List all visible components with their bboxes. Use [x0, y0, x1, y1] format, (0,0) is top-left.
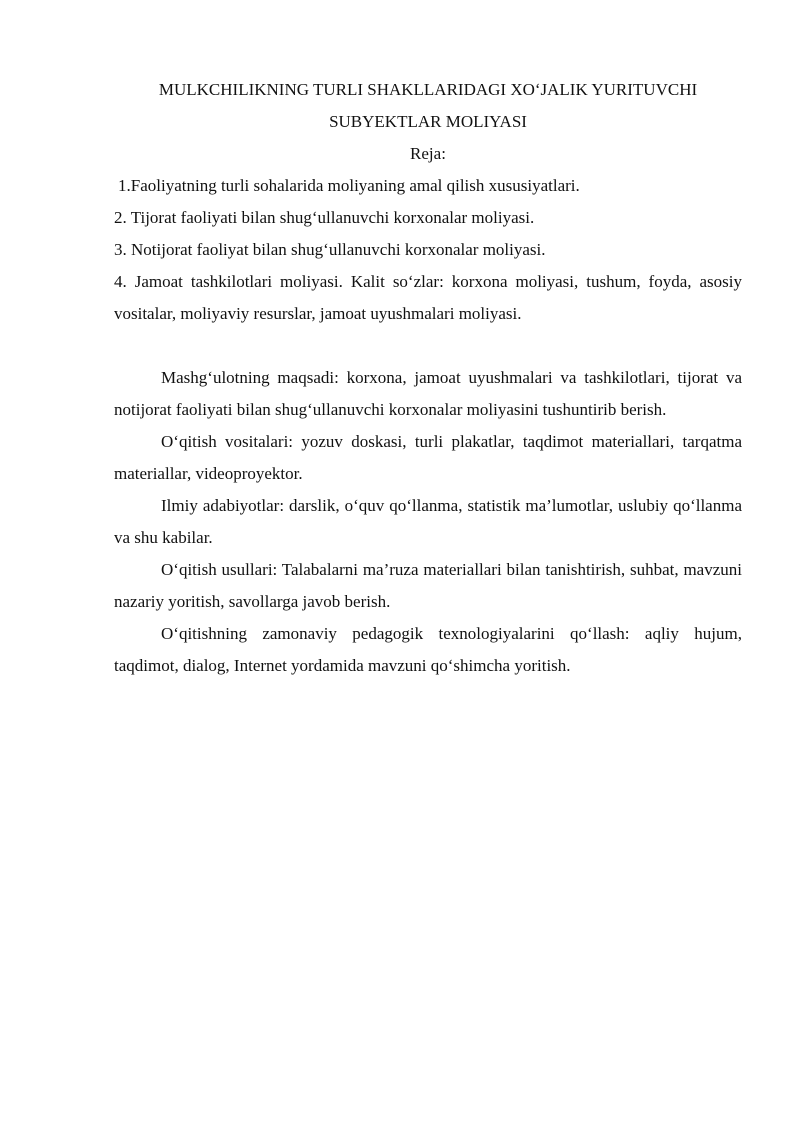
document-body — [114, 74, 742, 682]
teaching-methods-paragraph: O‘qitish usullari: Talabalarni ma’ruza materiallari bilan tanishtirish, suhbat, mavzuni nazariy yoritish, savollarga javob berish. — [114, 560, 742, 611]
literature-paragraph: Ilmiy adabiyotlar: darslik, o‘quv qo‘llanma, statistik ma’lumotlar, uslubiy qo‘llanma va shu kabilar. — [114, 496, 742, 547]
document-title-line-1: MULKCHILIKNING TURLI SHAKLLARIDAGI XO‘JALIK YURITUVCHI — [158, 80, 698, 99]
plan-item: 3. Notijorat faoliyat bilan shug‘ullanuvchi korxonalar moliyasi. — [114, 240, 546, 259]
plan-item: 4. Jamoat tashkilotlari moliyasi. Kalit so‘zlar: korxona moliyasi, tushum, foyda, asosiy vositalar, moliyaviy resurslar, jamoat uyushmalari moliyasi. — [114, 272, 742, 323]
teaching-tools-paragraph: O‘qitish vositalari: yozuv doskasi, turli plakatlar, taqdimot materiallari, tarqatma materiallar, videoproyektor. — [114, 432, 742, 483]
pedagogical-technologies-paragraph: O‘qitishning zamonaviy pedagogik texnologiyalarini qo‘llash: aqliy hujum, taqdimot, dialog, Internet yordamida mavzuni qo‘shimcha yoritish. — [114, 624, 742, 675]
plan-heading: Reja: — [410, 144, 446, 163]
plan-item: 2. Tijorat faoliyati bilan shug‘ullanuvchi korxonalar moliyasi. — [114, 208, 535, 227]
document-title — [114, 74, 742, 138]
paragraph-spacer — [114, 330, 742, 362]
lesson-goal-paragraph: Mashg‘ulotning maqsadi: korxona, jamoat uyushmalari va tashkilotlari, tijorat va notijorat faoliyati bilan shug‘ullanuvchi korxonalar moliyasini tushuntirib berish. — [114, 368, 742, 419]
document-title-line-2: SUBYEKTLAR MOLIYASI — [329, 112, 527, 131]
lesson-details — [114, 362, 742, 682]
plan-item: 1.Faoliyatning turli sohalarida moliyaning amal qilish xususiyatlari. — [118, 176, 580, 195]
plan-list — [114, 170, 742, 330]
